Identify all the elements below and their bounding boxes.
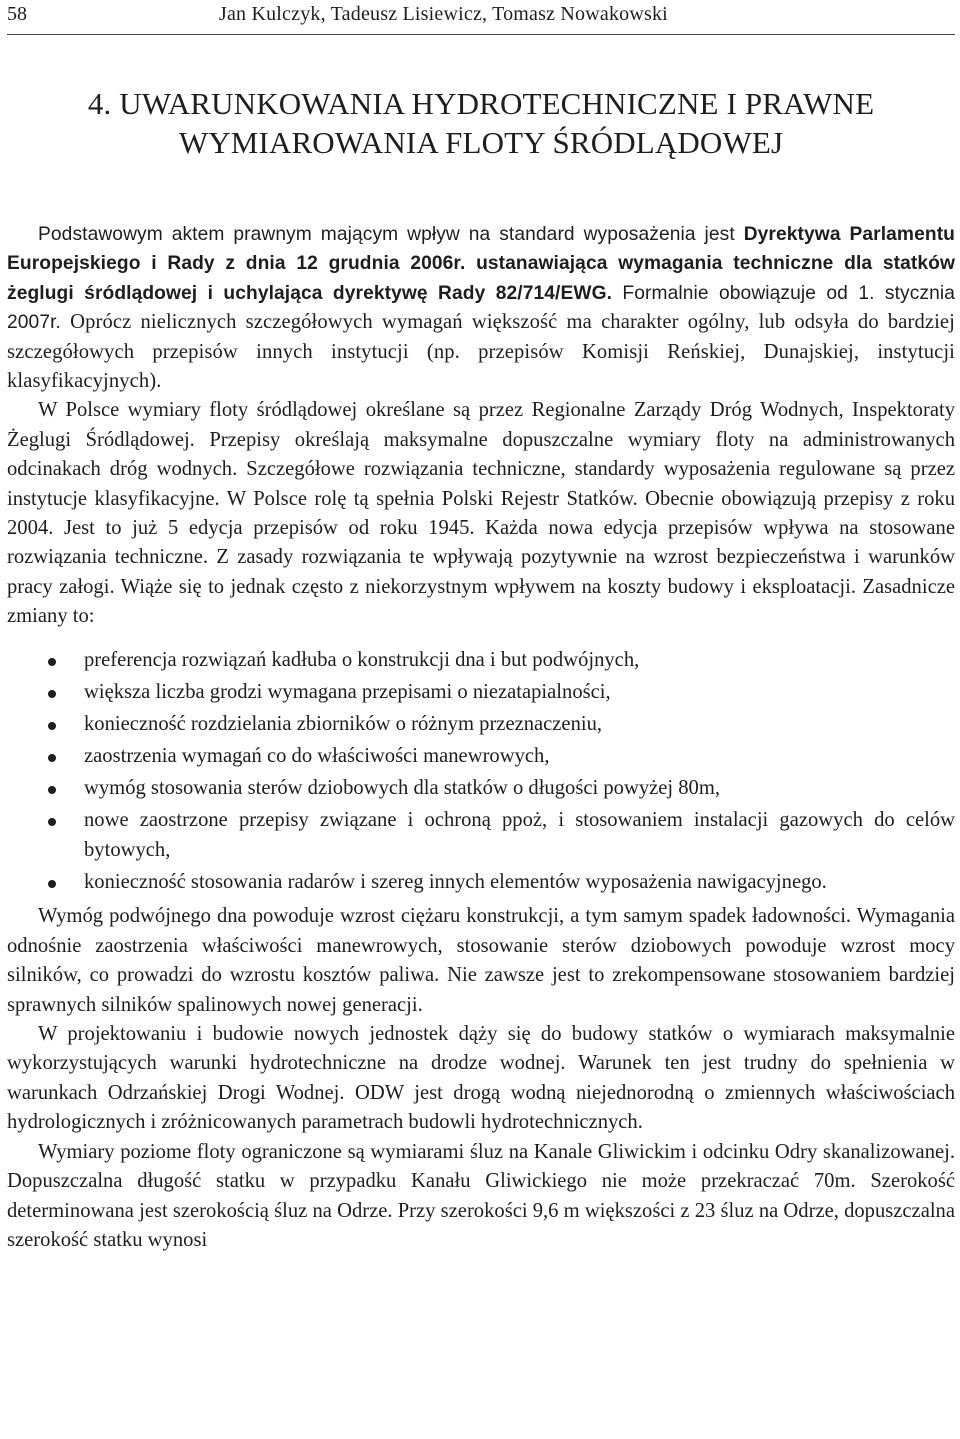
list-item-text: konieczność stosowania radarów i szereg innych elementów wyposażenia nawigacyjnego. — [84, 870, 827, 893]
paragraph-directive — [7, 220, 955, 396]
list-item — [7, 806, 955, 865]
chapter-title-line-1: 4. UWARUNKOWANIA HYDROTECHNICZNE I PRAWNE — [87, 86, 875, 121]
bullet-icon — [48, 754, 56, 762]
list-item-text: preferencja rozwiązań kadłuba o konstrukcji dna i but podwójnych, — [84, 648, 640, 671]
changes-list — [7, 646, 955, 898]
chapter-title — [7, 84, 955, 162]
list-item-text: nowe zaostrzone przepisy związane i ochroną ppoż, i stosowaniem instalacji gazowych do celów bytowych, — [84, 809, 955, 861]
bullet-icon — [48, 722, 56, 730]
paragraph-directive-details: Oprócz nielicznych szczegółowych wymagań większość ma charakter ogólny, lub odsyła do bardziej szczegółowych przepisów innych instytucji (np. przepisów Komisji Reńskiej, Dunajskiej, instytucji klasyfikacyjnych). — [7, 311, 955, 393]
list-item-text: wymóg stosowania sterów dziobowych dla statków o długości powyżej 80m, — [84, 777, 721, 800]
list-item — [7, 646, 955, 676]
list-item — [7, 710, 955, 740]
paragraph-double-bottom: Wymóg podwójnego dna powoduje wzrost ciężaru konstrukcji, a tym samym spadek ładowności. Wymagania odnośnie zaostrzenia właściwości manewrowych, stosowanie sterów dziobowych powoduje wzrost mocy silników, co prowadzi do wzrostu kosztów paliwa. Nie zawsze jest to zrekompensowane stosowaniem bardziej sprawnych silników spalinowych nowej generacji. — [7, 905, 955, 1016]
running-head: Jan Kulczyk, Tadeusz Lisiewicz, Tomasz Nowakowski — [219, 3, 668, 25]
bullet-icon — [48, 818, 56, 826]
list-item — [7, 774, 955, 804]
body-text — [7, 220, 955, 1255]
page-number: 58 — [7, 3, 27, 25]
list-item-text: konieczność rozdzielania zbiorników o różnym przeznaczeniu, — [84, 712, 603, 735]
page-header — [7, 0, 955, 35]
paragraph-dimensions: W Polsce wymiary floty śródlądowej określane są przez Regionalne Zarządy Dróg Wodnych, Inspektoraty Żeglugi Śródlądowej. Przepisy określają maksymalne dopuszczalne wymiary floty na administrowanych odcinakach dróg wodnych. Szczegółowe rozwiązania techniczne, standardy wyposażenia regulowane są przez instytucje klasyfikacyjne. W Polsce rolę tą spełnia Polski Rejestr Statków. Obecnie obowiązują przepisy z roku 2004. Jest to już 5 edycja przepisów od roku 1945. Każda nowa edycja przepisów wpływa na stosowane rozwiązania techniczne. Z zasady rozwiązania te wpływają pozytywnie na wzrost bezpieczeństwa i warunków pracy załogi. Wiąże się to jednak często z niekorzystnym wpływem na koszty budowy i eksploatacji. Zasadnicze zmiany to: — [7, 399, 955, 628]
list-item-text: zaostrzenia wymagań co do właściwości manewrowych, — [84, 744, 550, 767]
paragraph-design: W projektowaniu i budowie nowych jednostek dąży się do budowy statków o wymiarach maksymalnie wykorzystujących warunki hydrotechniczne na drodze wodnej. Warunek ten jest trudny do spełnienia w warunkach Odrzańskiej Drogi Wodnej. ODW jest drogą wodną niejednorodną o zmiennych właściwościach hydrologicznych i zróżnicowanych parametrach budowli hydrotechnicznych. — [7, 1023, 955, 1134]
directive-name: Dyrektywa Parlamentu Europejskiego i Rady z dnia 12 grudnia 2006r. ustanawiająca wymagania techniczne dla statków żeglugi śródlądowej i uchylająca dyrektywę Rady 82/714/EWG. — [7, 224, 955, 304]
bullet-icon — [48, 880, 56, 888]
list-item-text: większa liczba grodzi wymagana przepisami o niezatapialności, — [84, 680, 611, 703]
bullet-icon — [48, 690, 56, 698]
bullet-icon — [48, 786, 56, 794]
paragraph-directive-intro: Podstawowym aktem prawnym mającym wpływ na standard wyposażenia jest — [38, 224, 744, 245]
bullet-icon — [48, 658, 56, 666]
paragraph-directive-rest: Formalnie obowiązuje od 1. stycznia 2007r. — [7, 282, 956, 334]
paragraph-horizontal-dimensions: Wymiary poziome floty ograniczone są wymiarami śluz na Kanale Gliwickim i odcinku Odry skanalizowanej. Dopuszczalna długość statku w przypadku Kanału Gliwickiego nie może przekraczać 70m. Szerokość determinowana jest szerokością śluz na Odrze. Przy szerokości 9,6 m większości z 23 śluz na Odrze, dopuszczalna szerokość statku wynosi — [7, 1140, 955, 1251]
list-item — [7, 678, 955, 708]
chapter-title-line-2: WYMIAROWANIA FLOTY ŚRÓDLĄDOWEJ — [178, 125, 784, 160]
list-item — [7, 868, 955, 898]
list-item — [7, 742, 955, 772]
